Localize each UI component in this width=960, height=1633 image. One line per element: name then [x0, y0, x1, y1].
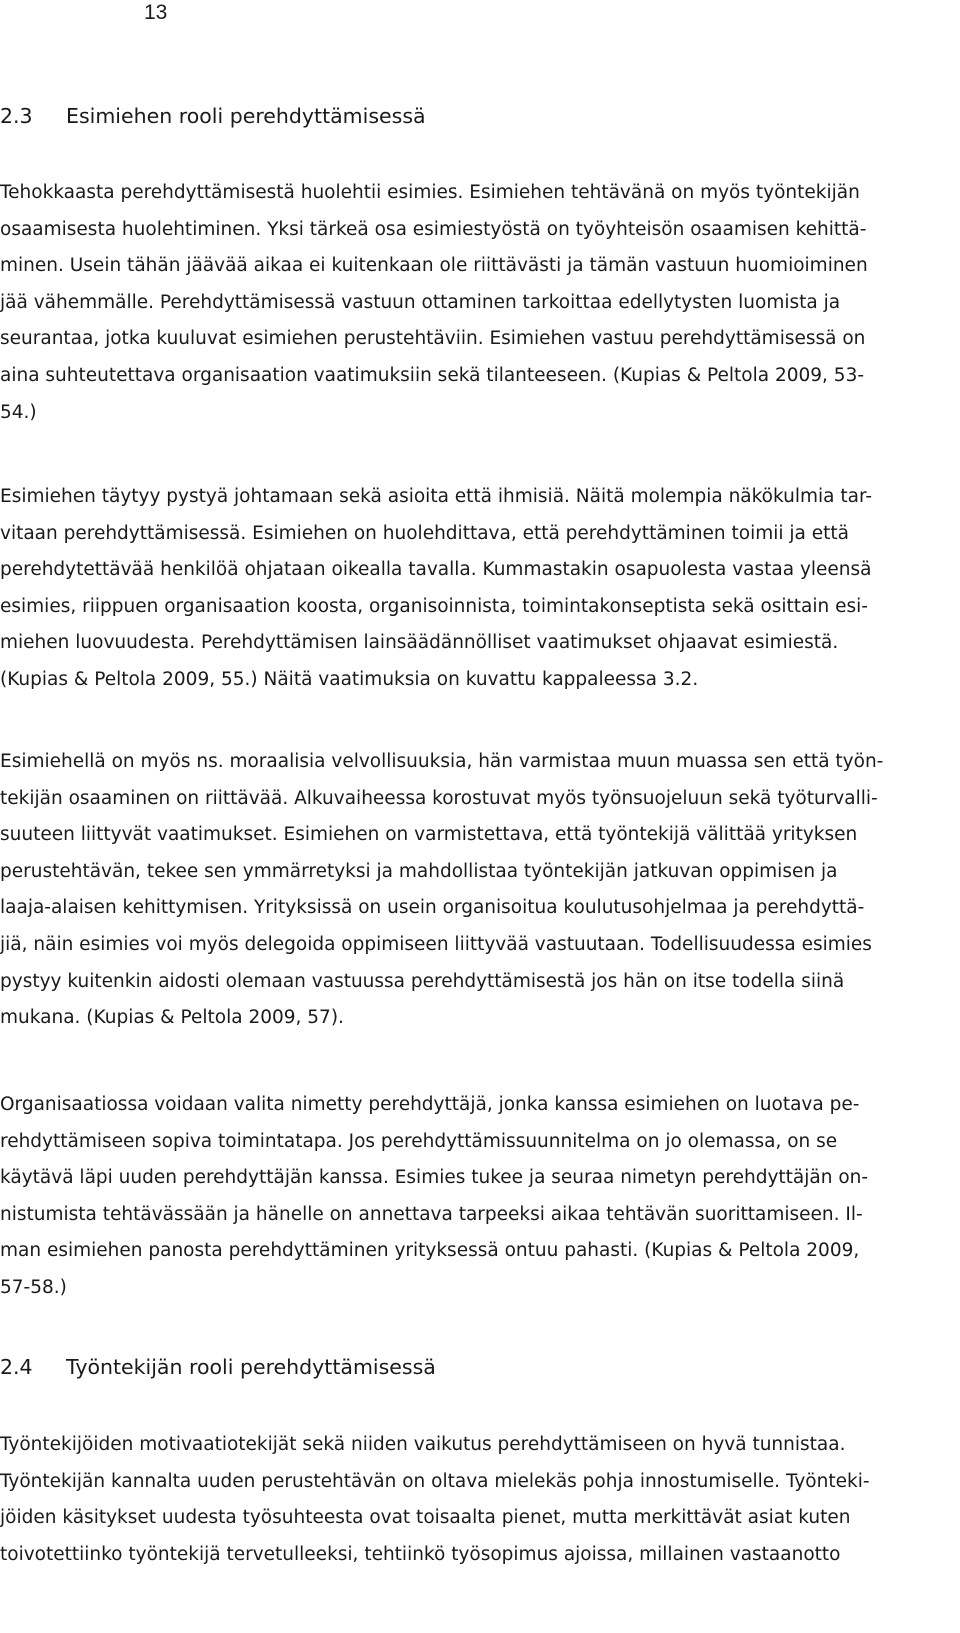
paragraph	[0, 1427, 955, 1573]
text-line: Organisaatiossa voidaan valita nimetty perehdyttäjä, jonka kanssa esimiehen on luotava pe-	[0, 1094, 860, 1115]
text-line: jöiden käsitykset uudesta työsuhteesta ovat toisaalta pienet, mutta merkittävät asiat kuten	[0, 1507, 851, 1529]
text-line: tekijän osaaminen on riittävää. Alkuvaiheessa korostuvat myös työnsuojeluun sekä työturvalli-	[0, 787, 878, 809]
text-line: jää vähemmälle. Perehdyttämisessä vastuun ottaminen tarkoittaa edellytysten luomista ja	[0, 291, 841, 313]
section-number: 2.4	[0, 1355, 33, 1379]
text-line: käytävä läpi uuden perehdyttäjän kanssa. Esimies tukee ja seuraa nimetyn perehdyttäjän on-	[0, 1167, 869, 1189]
text-line: rehdyttämiseen sopiva toimintatapa. Jos perehdyttämissuunnitelma on jo olemassa, on se	[0, 1130, 838, 1152]
section-heading-2-3	[0, 103, 426, 129]
paragraph	[0, 1087, 955, 1307]
text-line: esimies, riippuen organisaation koosta, organisoinnista, toimintakonseptista sekä osittain esi-	[0, 595, 868, 617]
text-line: 54.)	[0, 401, 37, 423]
text-line: perehdytettävää henkilöä ohjataan oikealla tavalla. Kummastakin osapuolesta vastaa yleensä	[0, 559, 872, 581]
paragraph	[0, 479, 955, 699]
text-line: mukana. (Kupias & Peltola 2009, 57).	[0, 1007, 344, 1029]
text-line: Työntekijän kannalta uuden perustehtävän on oltava mielekäs pohja innostumiselle. Työnteki-	[0, 1470, 870, 1492]
paragraph	[0, 175, 955, 431]
page-number: 13	[144, 1, 168, 24]
text-line: suuteen liittyvät vaatimukset. Esimiehen on varmistettava, että työntekijä välittää yrityksen	[0, 824, 858, 846]
text-line: osaamisesta huolehtiminen. Yksi tärkeä osa esimiestyöstä on työyhteisön osaamisen kehittä-	[0, 218, 867, 240]
text-line: perustehtävän, tekee sen ymmärretyksi ja mahdollistaa työntekijän jatkuvan oppimisen ja	[0, 860, 838, 882]
text-line: man esimiehen panosta perehdyttäminen yrityksessä ontuu pahasti. (Kupias & Peltola 2009,	[0, 1240, 860, 1262]
text-line: laaja-alaisen kehittymisen. Yrityksissä on usein organisoitua koulutusohjelmaa ja perehdyttä-	[0, 897, 865, 919]
text-line: miehen luovuudesta. Perehdyttämisen lainsäädännölliset vaatimukset ohjaavat esimiestä.	[0, 632, 839, 654]
text-line: Työntekijöiden motivaatiotekijät sekä niiden vaikutus perehdyttämiseen on hyvä tunnistaa.	[0, 1434, 846, 1455]
section-title: Esimiehen rooli perehdyttämisessä	[66, 104, 426, 128]
text-line: (Kupias & Peltola 2009, 55.) Näitä vaatimuksia on kuvattu kappaleessa 3.2.	[0, 668, 699, 690]
text-line: nistumista tehtävässään ja hänelle on annettava tarpeeksi aikaa tehtävän suorittamiseen. Il-	[0, 1203, 863, 1225]
section-number: 2.3	[0, 104, 33, 128]
text-line: Tehokkaasta perehdyttämisestä huolehtii esimies. Esimiehen tehtävänä on myös työntekijän	[0, 182, 860, 203]
text-line: toivotettiinko työntekijä tervetulleeksi, tehtiinkö työsopimus ajoissa, millainen vastaanotto	[0, 1543, 841, 1565]
text-line: vitaan perehdyttämisessä. Esimiehen on huolehdittava, että perehdyttäminen toimii ja että	[0, 522, 850, 544]
text-line: jiä, näin esimies voi myös delegoida oppimiseen liittyvää vastuutaan. Todellisuudessa esimies	[0, 933, 872, 955]
text-line: Esimiehellä on myös ns. moraalisia velvollisuuksia, hän varmistaa muun muassa sen että työn-	[0, 751, 884, 772]
section-title: Työntekijän rooli perehdyttämisessä	[66, 1355, 436, 1379]
text-line: aina suhteutettava organisaation vaatimuksiin sekä tilanteeseen. (Kupias & Peltola 2009, 53-	[0, 364, 865, 386]
text-line: 57-58.)	[0, 1276, 67, 1298]
text-line: seurantaa, jotka kuuluvat esimiehen perustehtäviin. Esimiehen vastuu perehdyttämisessä on	[0, 328, 866, 350]
paragraph	[0, 744, 955, 1037]
text-line: minen. Usein tähän jäävää aikaa ei kuitenkaan ole riittävästi ja tämän vastuun huomioiminen	[0, 255, 868, 277]
section-heading-2-4	[0, 1354, 436, 1380]
text-line: pystyy kuitenkin aidosti olemaan vastuussa perehdyttämisestä jos hän on itse todella siinä	[0, 970, 845, 992]
text-line: Esimiehen täytyy pystyä johtamaan sekä asioita että ihmisiä. Näitä molempia näkökulmia tar-	[0, 486, 873, 507]
